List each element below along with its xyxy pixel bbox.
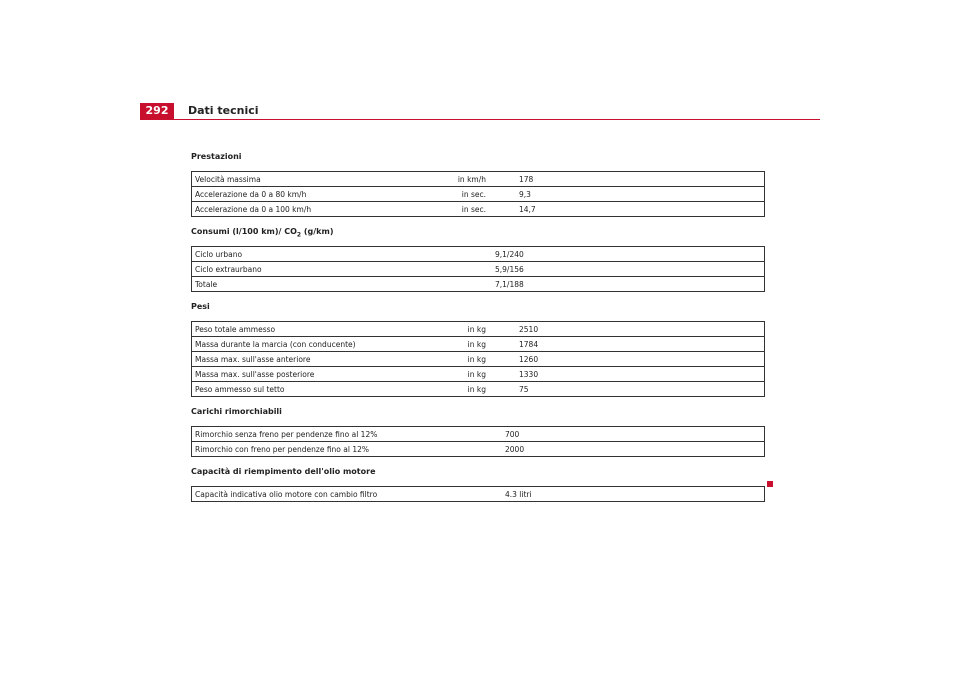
consumi-title-main: Consumi (l/100 km)/ CO [191,227,297,236]
row-unit: in kg [433,367,495,382]
row-label: Totale [192,277,479,292]
table-olio [191,486,765,502]
table-row [192,352,765,367]
row-value: 178 [495,172,765,187]
row-label: Velocità massima [192,172,434,187]
content [191,150,766,502]
section-title-prestazioni: Prestazioni [191,152,242,161]
table-row [192,202,765,217]
table-carichi [191,426,765,457]
page-number: 292 [140,103,174,119]
page-title: Dati tecnici [188,104,259,117]
table-pesi [191,321,765,397]
row-unit: in km/h [433,172,495,187]
table-prestazioni [191,171,765,217]
row-label: Massa max. sull'asse posteriore [192,367,434,382]
table-row [192,427,765,442]
row-label: Accelerazione da 0 a 100 km/h [192,202,434,217]
row-label: Ciclo urbano [192,247,479,262]
table-row [192,172,765,187]
table-row [192,262,765,277]
row-label: Peso totale ammesso [192,322,434,337]
section-title-carichi: Carichi rimorchiabili [191,407,282,416]
row-value: 2000 [488,442,765,457]
row-value: 1784 [495,337,765,352]
table-row [192,487,765,502]
row-value: 1330 [495,367,765,382]
row-label: Massa max. sull'asse anteriore [192,352,434,367]
row-value: 9,3 [495,187,765,202]
table-row [192,382,765,397]
page-header [140,103,820,120]
row-label: Peso ammesso sul tetto [192,382,434,397]
row-unit: in sec. [433,202,495,217]
table-row [192,322,765,337]
row-value: 4.3 litri [488,487,765,502]
section-title-pesi: Pesi [191,302,210,311]
row-unit: in kg [433,322,495,337]
row-label: Ciclo extraurbano [192,262,479,277]
row-label: Rimorchio con freno per pendenze fino al 12% [192,442,489,457]
consumi-title-subscript: 2 [296,231,302,239]
row-value: 9,1/240 [478,247,765,262]
row-value: 75 [495,382,765,397]
row-value: 7,1/188 [478,277,765,292]
row-value: 5,9/156 [478,262,765,277]
row-value: 1260 [495,352,765,367]
row-unit: in kg [433,382,495,397]
row-unit: in kg [433,352,495,367]
section-title-consumi [191,225,766,239]
row-value: 700 [488,427,765,442]
row-label: Capacità indicativa olio motore con cambio filtro [192,487,489,502]
table-row [192,247,765,262]
row-unit: in sec. [433,187,495,202]
row-label: Rimorchio senza freno per pendenze fino al 12% [192,427,489,442]
table-row [192,277,765,292]
row-label: Accelerazione da 0 a 80 km/h [192,187,434,202]
table-row [192,337,765,352]
table-row [192,442,765,457]
consumi-title-tail: (g/km) [301,227,334,236]
section-title-olio: Capacità di riempimento dell'olio motore [191,467,376,476]
table-row [192,367,765,382]
row-value: 2510 [495,322,765,337]
table-row [192,187,765,202]
table-consumi [191,246,765,292]
section-end-marker-icon [767,481,773,487]
row-label: Massa durante la marcia (con conducente) [192,337,434,352]
row-value: 14,7 [495,202,765,217]
row-unit: in kg [433,337,495,352]
